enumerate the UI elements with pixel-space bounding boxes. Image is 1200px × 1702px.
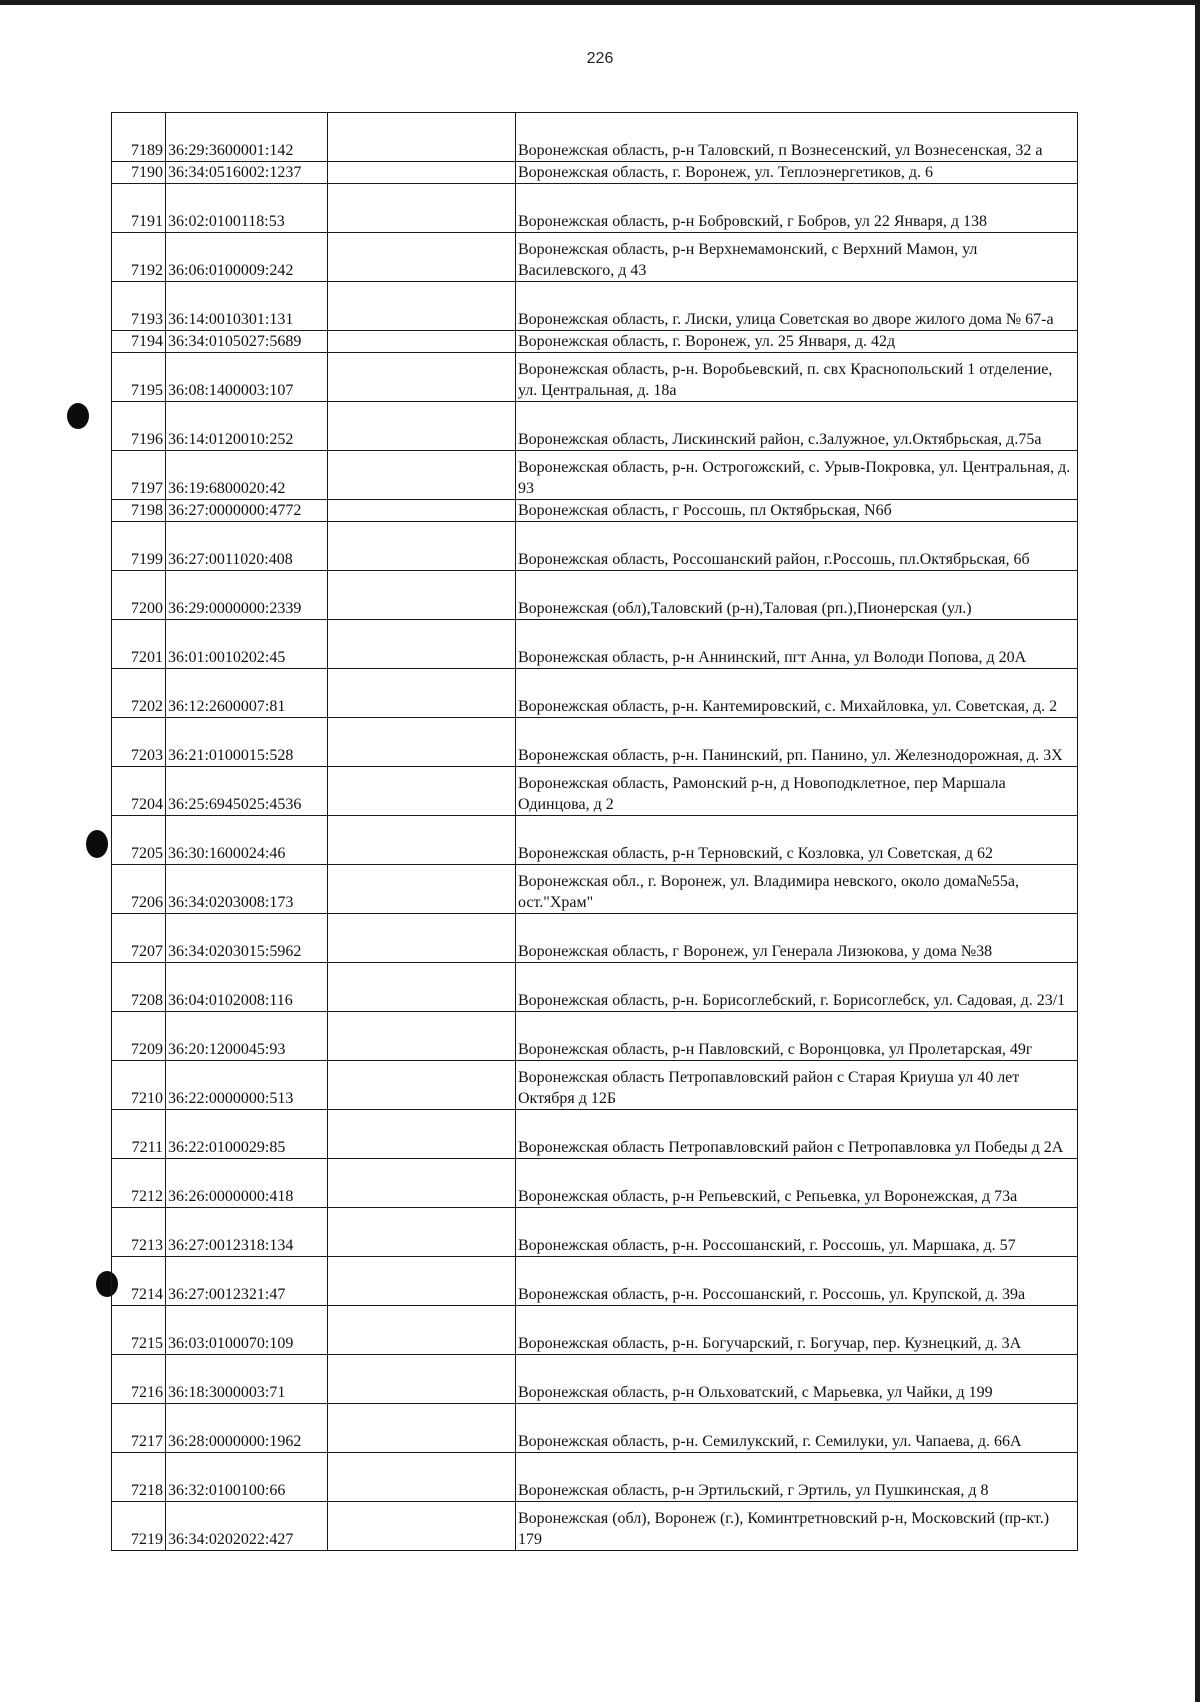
row-number: 7215 xyxy=(112,1306,166,1355)
empty-cell xyxy=(328,1453,516,1502)
row-number: 7193 xyxy=(112,282,166,331)
table-row xyxy=(112,767,1078,816)
cadastral-number: 36:06:0100009:242 xyxy=(166,233,328,282)
row-number: 7196 xyxy=(112,402,166,451)
cadastral-number: 36:08:1400003:107 xyxy=(166,353,328,402)
empty-cell xyxy=(328,402,516,451)
table-row xyxy=(112,282,1078,331)
empty-cell xyxy=(328,620,516,669)
empty-cell xyxy=(328,282,516,331)
cadastral-number: 36:30:1600024:46 xyxy=(166,816,328,865)
registry-table-body xyxy=(112,113,1078,1551)
cadastral-number: 36:25:6945025:4536 xyxy=(166,767,328,816)
row-number: 7191 xyxy=(112,184,166,233)
cadastral-number: 36:01:0010202:45 xyxy=(166,620,328,669)
address: Воронежская область, Россошанский район, г.Россошь, пл.Октябрьская, 6б xyxy=(516,522,1078,571)
empty-cell xyxy=(328,1404,516,1453)
address: Воронежская область, р-н Павловский, с Воронцовка, ул Пролетарская, 49г xyxy=(516,1012,1078,1061)
empty-cell xyxy=(328,1159,516,1208)
address: Воронежская область Петропавловский район с Петропавловка ул Победы д 2А xyxy=(516,1110,1078,1159)
cadastral-number: 36:27:0011020:408 xyxy=(166,522,328,571)
cadastral-number: 36:19:6800020:42 xyxy=(166,451,328,500)
cadastral-number: 36:29:3600001:142 xyxy=(166,113,328,162)
empty-cell xyxy=(328,331,516,353)
row-number: 7214 xyxy=(112,1257,166,1306)
address: Воронежская область, р-н Таловский, п Вознесенский, ул Вознесенская, 32 а xyxy=(516,113,1078,162)
cadastral-number: 36:12:2600007:81 xyxy=(166,669,328,718)
row-number: 7213 xyxy=(112,1208,166,1257)
cadastral-number: 36:22:0100029:85 xyxy=(166,1110,328,1159)
empty-cell xyxy=(328,1208,516,1257)
table-row xyxy=(112,233,1078,282)
row-number: 7209 xyxy=(112,1012,166,1061)
row-number: 7212 xyxy=(112,1159,166,1208)
cadastral-number: 36:27:0000000:4772 xyxy=(166,500,328,522)
address: Воронежская область, р-н. Россошанский, г. Россошь, ул. Крупской, д. 39а xyxy=(516,1257,1078,1306)
address: Воронежская область, р-н. Богучарский, г. Богучар, пер. Кузнецкий, д. 3А xyxy=(516,1306,1078,1355)
row-number: 7219 xyxy=(112,1502,166,1551)
address: Воронежская область, г. Воронеж, ул. Теплоэнергетиков, д. 6 xyxy=(516,162,1078,184)
row-number: 7197 xyxy=(112,451,166,500)
empty-cell xyxy=(328,718,516,767)
row-number: 7206 xyxy=(112,865,166,914)
cadastral-number: 36:03:0100070:109 xyxy=(166,1306,328,1355)
address: Воронежская область, р-н Бобровский, г Бобров, ул 22 Января, д 138 xyxy=(516,184,1078,233)
row-number: 7199 xyxy=(112,522,166,571)
row-number: 7211 xyxy=(112,1110,166,1159)
row-number: 7201 xyxy=(112,620,166,669)
row-number: 7200 xyxy=(112,571,166,620)
empty-cell xyxy=(328,233,516,282)
table-row xyxy=(112,1502,1078,1551)
table-row xyxy=(112,162,1078,184)
address: Воронежская (обл), Воронеж (г.), Коминтретновский р-н, Московский (пр-кт.) 179 xyxy=(516,1502,1078,1551)
address: Воронежская область, р-н. Семилукский, г. Семилуки, ул. Чапаева, д. 66А xyxy=(516,1404,1078,1453)
punch-hole-1 xyxy=(67,403,89,429)
table-row xyxy=(112,522,1078,571)
empty-cell xyxy=(328,353,516,402)
table-row xyxy=(112,865,1078,914)
address: Воронежская область, г. Лиски, улица Советская во дворе жилого дома № 67-а xyxy=(516,282,1078,331)
cadastral-number: 36:28:0000000:1962 xyxy=(166,1404,328,1453)
empty-cell xyxy=(328,1355,516,1404)
address: Воронежская область Петропавловский район с Старая Криуша ул 40 лет Октября д 12Б xyxy=(516,1061,1078,1110)
address: Воронежская область, р-н Аннинский, пгт Анна, ул Володи Попова, д 20А xyxy=(516,620,1078,669)
table-row xyxy=(112,1110,1078,1159)
scan-border-right xyxy=(1195,0,1200,1702)
cadastral-number: 36:22:0000000:513 xyxy=(166,1061,328,1110)
row-number: 7203 xyxy=(112,718,166,767)
empty-cell xyxy=(328,113,516,162)
table-row xyxy=(112,184,1078,233)
cadastral-number: 36:14:0120010:252 xyxy=(166,402,328,451)
address: Воронежская область, р-н. Панинский, рп. Панино, ул. Железнодорожная, д. 3Х xyxy=(516,718,1078,767)
row-number: 7194 xyxy=(112,331,166,353)
table-row xyxy=(112,1355,1078,1404)
table-row xyxy=(112,1159,1078,1208)
empty-cell xyxy=(328,865,516,914)
empty-cell xyxy=(328,1306,516,1355)
address: Воронежская область, р-н Верхнемамонский, с Верхний Мамон, ул Василевского, д 43 xyxy=(516,233,1078,282)
empty-cell xyxy=(328,500,516,522)
table-row xyxy=(112,718,1078,767)
row-number: 7204 xyxy=(112,767,166,816)
row-number: 7218 xyxy=(112,1453,166,1502)
table-row xyxy=(112,1257,1078,1306)
cadastral-number: 36:27:0012321:47 xyxy=(166,1257,328,1306)
address: Воронежская область, р-н. Острогожский, с. Урыв-Покровка, ул. Центральная, д. 93 xyxy=(516,451,1078,500)
cadastral-number: 36:02:0100118:53 xyxy=(166,184,328,233)
empty-cell xyxy=(328,767,516,816)
cadastral-number: 36:14:0010301:131 xyxy=(166,282,328,331)
empty-cell xyxy=(328,1502,516,1551)
address: Воронежская область, р-н Терновский, с Козловка, ул Советская, д 62 xyxy=(516,816,1078,865)
page-number: 226 xyxy=(586,50,614,67)
table-row xyxy=(112,353,1078,402)
row-number: 7192 xyxy=(112,233,166,282)
cadastral-number: 36:04:0102008:116 xyxy=(166,963,328,1012)
table-row xyxy=(112,402,1078,451)
address: Воронежская область, р-н. Воробьевский, п. свх Краснопольский 1 отделение, ул. Центральная, д. 18а xyxy=(516,353,1078,402)
table-row xyxy=(112,113,1078,162)
empty-cell xyxy=(328,1061,516,1110)
empty-cell xyxy=(328,1257,516,1306)
row-number: 7208 xyxy=(112,963,166,1012)
address: Воронежская область, р-н Эртильский, г Эртиль, ул Пушкинская, д 8 xyxy=(516,1453,1078,1502)
table-row xyxy=(112,816,1078,865)
table-row xyxy=(112,451,1078,500)
row-number: 7189 xyxy=(112,113,166,162)
registry-table xyxy=(111,112,1078,1551)
address: Воронежская область, р-н. Борисоглебский, г. Борисоглебск, ул. Садовая, д. 23/1 xyxy=(516,963,1078,1012)
table-row xyxy=(112,500,1078,522)
empty-cell xyxy=(328,1012,516,1061)
empty-cell xyxy=(328,451,516,500)
empty-cell xyxy=(328,522,516,571)
table-row xyxy=(112,914,1078,963)
address: Воронежская область, Рамонский р-н, д Новоподклетное, пер Маршала Одинцова, д 2 xyxy=(516,767,1078,816)
row-number: 7207 xyxy=(112,914,166,963)
cadastral-number: 36:34:0203008:173 xyxy=(166,865,328,914)
address: Воронежская область, Лискинский район, с.Залужное, ул.Октябрьская, д.75а xyxy=(516,402,1078,451)
row-number: 7190 xyxy=(112,162,166,184)
table-row xyxy=(112,1061,1078,1110)
cadastral-number: 36:26:0000000:418 xyxy=(166,1159,328,1208)
address: Воронежская область, р-н Ольховатский, с Марьевка, ул Чайки, д 199 xyxy=(516,1355,1078,1404)
empty-cell xyxy=(328,1110,516,1159)
cadastral-number: 36:20:1200045:93 xyxy=(166,1012,328,1061)
table-row xyxy=(112,331,1078,353)
empty-cell xyxy=(328,963,516,1012)
address: Воронежская область, г Воронеж, ул Генерала Лизюкова, у дома №38 xyxy=(516,914,1078,963)
empty-cell xyxy=(328,669,516,718)
table-row xyxy=(112,963,1078,1012)
address: Воронежская область, г. Воронеж, ул. 25 Января, д. 42д xyxy=(516,331,1078,353)
table-row xyxy=(112,669,1078,718)
table-row xyxy=(112,1012,1078,1061)
cadastral-number: 36:32:0100100:66 xyxy=(166,1453,328,1502)
row-number: 7198 xyxy=(112,500,166,522)
scan-border-top xyxy=(0,0,1200,5)
table-row xyxy=(112,1208,1078,1257)
row-number: 7210 xyxy=(112,1061,166,1110)
cadastral-number: 36:29:0000000:2339 xyxy=(166,571,328,620)
table-row xyxy=(112,571,1078,620)
address: Воронежская (обл),Таловский (р-н),Таловая (рп.),Пионерская (ул.) xyxy=(516,571,1078,620)
row-number: 7217 xyxy=(112,1404,166,1453)
row-number: 7205 xyxy=(112,816,166,865)
table-row xyxy=(112,620,1078,669)
address: Воронежская область, р-н. Россошанский, г. Россошь, ул. Маршака, д. 57 xyxy=(516,1208,1078,1257)
address: Воронежская область, р-н Репьевский, с Репьевка, ул Воронежская, д 73а xyxy=(516,1159,1078,1208)
cadastral-number: 36:34:0516002:1237 xyxy=(166,162,328,184)
cadastral-number: 36:21:0100015:528 xyxy=(166,718,328,767)
cadastral-number: 36:34:0202022:427 xyxy=(166,1502,328,1551)
address: Воронежская область, г Россошь, пл Октябрьская, N6б xyxy=(516,500,1078,522)
cadastral-number: 36:34:0105027:5689 xyxy=(166,331,328,353)
row-number: 7195 xyxy=(112,353,166,402)
empty-cell xyxy=(328,571,516,620)
table-row xyxy=(112,1453,1078,1502)
empty-cell xyxy=(328,162,516,184)
empty-cell xyxy=(328,184,516,233)
punch-hole-2 xyxy=(86,830,108,858)
cadastral-number: 36:18:3000003:71 xyxy=(166,1355,328,1404)
address: Воронежская область, р-н. Кантемировский, с. Михайловка, ул. Советская, д. 2 xyxy=(516,669,1078,718)
row-number: 7216 xyxy=(112,1355,166,1404)
row-number: 7202 xyxy=(112,669,166,718)
empty-cell xyxy=(328,816,516,865)
empty-cell xyxy=(328,914,516,963)
table-row xyxy=(112,1404,1078,1453)
address: Воронежская обл., г. Воронеж, ул. Владимира невского, около дома№55а, ост."Храм" xyxy=(516,865,1078,914)
cadastral-number: 36:27:0012318:134 xyxy=(166,1208,328,1257)
table-row xyxy=(112,1306,1078,1355)
cadastral-number: 36:34:0203015:5962 xyxy=(166,914,328,963)
